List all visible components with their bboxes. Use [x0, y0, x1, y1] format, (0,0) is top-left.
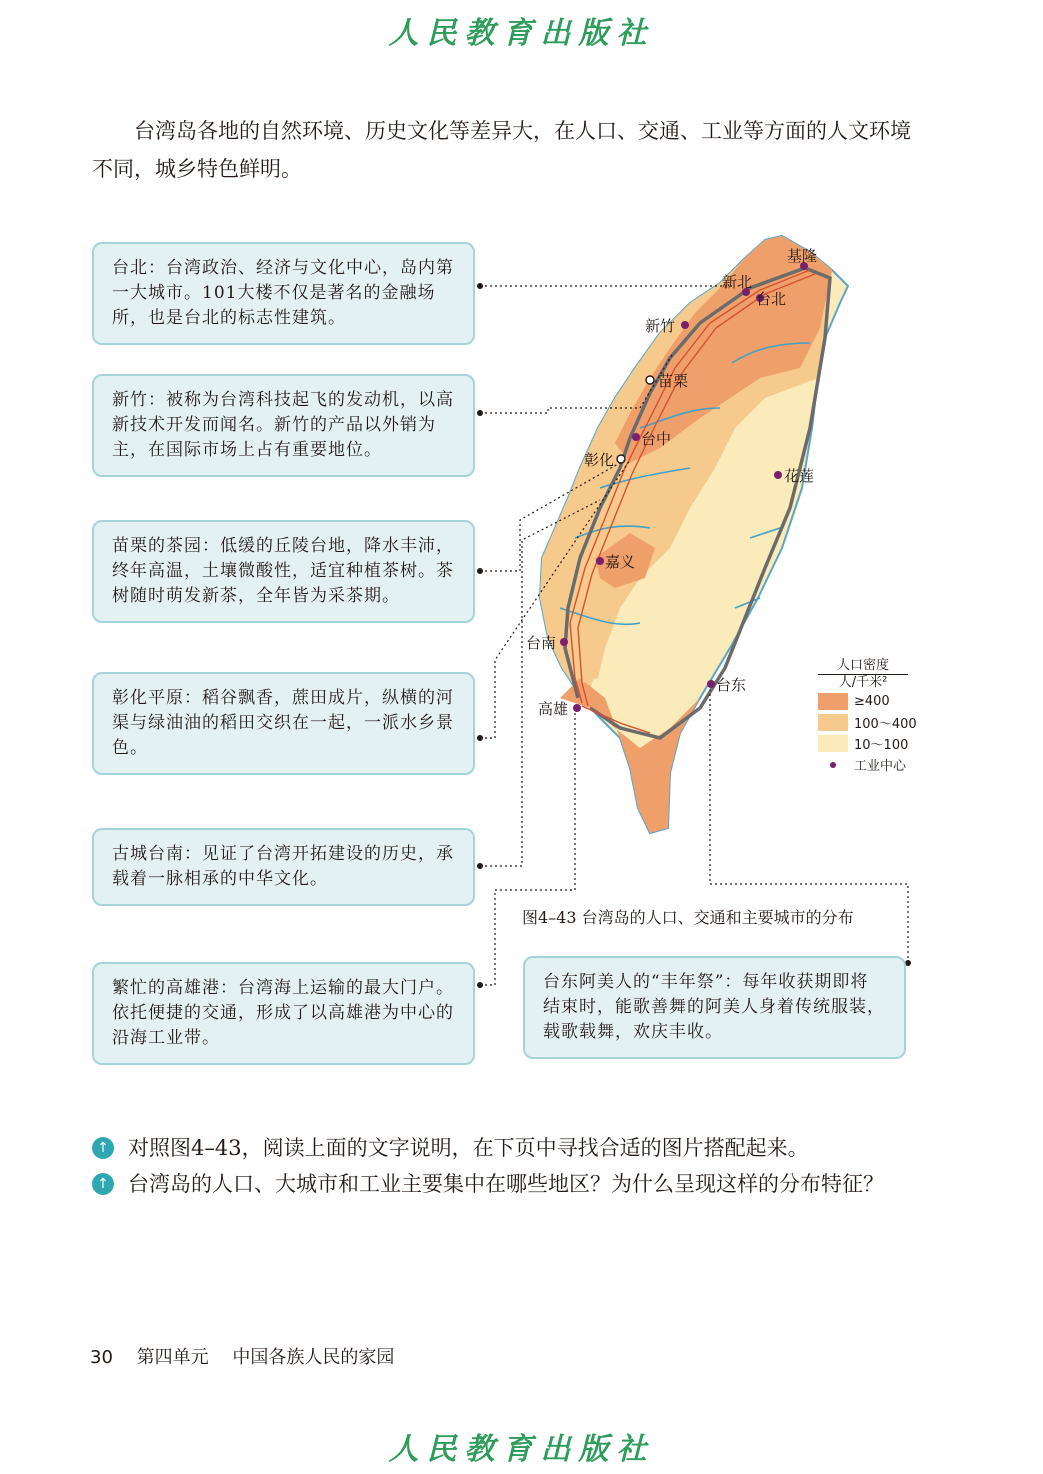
legend-item-low: 10～100: [818, 733, 938, 754]
question-2: [92, 1166, 922, 1202]
callout-taipei: 台北：台湾政治、经济与文化中心，岛内第一大城市。101大楼不仅是著名的金融场所，也是台北的标志性建筑。: [92, 242, 475, 345]
city-tainan: 台南: [526, 634, 557, 652]
question-1: [92, 1130, 922, 1166]
callout-changhua: 彰化平原：稻谷飘香，蔗田成片，纵横的河渠与绿油油的稻田交织在一起，一派水乡景色。: [92, 672, 475, 775]
city-taipei: 台北: [756, 290, 787, 308]
question-arrow-icon: ↑: [92, 1137, 114, 1159]
city-taichung: 台中: [641, 430, 672, 448]
legend-title: 人口密度: [836, 658, 889, 673]
callout-miaoli: 苗栗的茶园：低缓的丘陵台地，降水丰沛，终年高温，土壤微酸性，适宜种植茶树。茶树随时萌发新茶，全年皆为采茶期。: [92, 520, 475, 623]
city-miaoli: 苗栗: [658, 372, 689, 390]
city-kaohsiung: 高雄: [538, 700, 569, 718]
city-taitung: 台东: [716, 676, 747, 694]
legend-item-high: ≥400: [818, 691, 938, 712]
legend-unit: 人/千米²: [818, 674, 908, 691]
intro-paragraph: 台湾岛各地的自然环境、历史文化等差异大，在人口、交通、工业等方面的人文环境不同，城乡特色鲜明。: [92, 119, 911, 181]
question-arrow-icon: ↑: [92, 1173, 114, 1195]
callout-taitung: 台东阿美人的“丰年祭”：每年收获期即将结束时，能歌善舞的阿美人身着传统服装，载歌载舞，欢庆丰收。: [523, 956, 906, 1059]
city-newtaipei: 新北: [722, 273, 753, 291]
city-hsinchu: 新竹: [645, 317, 676, 335]
city-keelung: 基隆: [787, 247, 818, 265]
question-text: 对照图4–43，阅读上面的文字说明，在下页中寻找合适的图片搭配起来。: [128, 1136, 809, 1160]
publisher-logo-top: 人民教育出版社: [388, 16, 655, 51]
callout-hsinchu: 新竹：被称为台湾科技起飞的发动机，以高新技术开发而闻名。新竹的产品以外销为主，在国际市场上占有重要地位。: [92, 374, 475, 477]
unit-title: 中国各族人民的家园: [232, 1347, 395, 1368]
city-changhua: 彰化: [584, 451, 615, 469]
callout-tainan: 古城台南：见证了台湾开拓建设的历史，承载着一脉相承的中华文化。: [92, 828, 475, 906]
legend-item-industry: 工业中心: [818, 754, 938, 775]
unit-label: 第四单元: [136, 1347, 209, 1368]
city-hualien: 花莲: [784, 467, 815, 485]
legend-item-medium: 100～400: [818, 712, 938, 733]
figure-caption: 图4–43 台湾岛的人口、交通和主要城市的分布: [522, 908, 854, 927]
publisher-logo-bottom: 人民教育出版社: [388, 1432, 655, 1467]
callout-kaohsiung: 繁忙的高雄港：台湾海上运输的最大门户。依托便捷的交通，形成了以高雄港为中心的沿海工业带。: [92, 962, 475, 1065]
question-text: 台湾岛的人口、大城市和工业主要集中在哪些地区？为什么呈现这样的分布特征？: [128, 1172, 884, 1196]
page-footer: [90, 1343, 412, 1369]
page-number: 30: [90, 1347, 113, 1368]
city-chiayi: 嘉义: [605, 553, 636, 571]
